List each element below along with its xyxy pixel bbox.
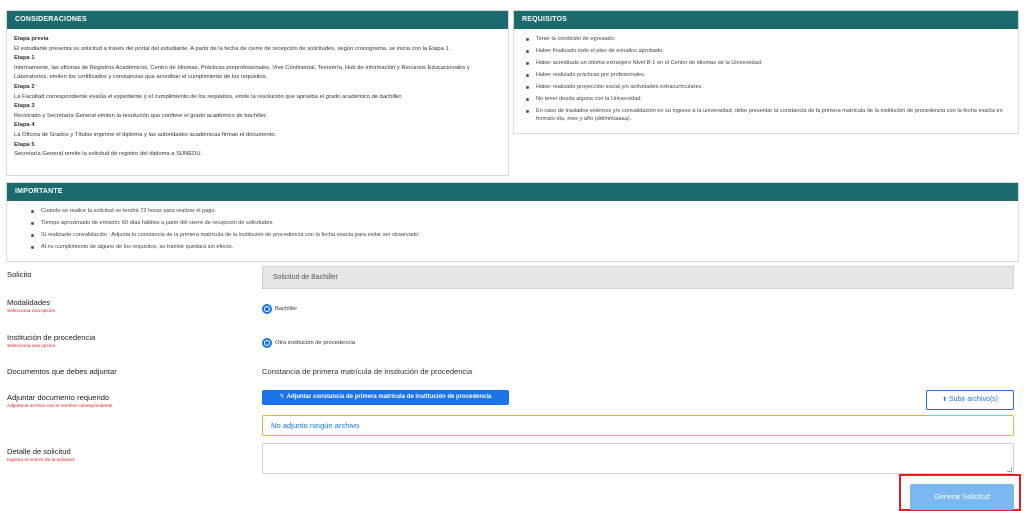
generate-request-button[interactable]: Generar Solicitud	[910, 484, 1014, 510]
requisitos-panel	[513, 10, 1019, 134]
importante-title: IMPORTANTE	[7, 183, 1018, 201]
stage-name: Etapa previa	[14, 36, 49, 42]
upload-files-button[interactable]	[926, 390, 1014, 410]
institucion-label: Institución de procedencia	[7, 333, 96, 342]
list-item: Haber realizado proyección social y/o actividades extracurriculares.	[536, 83, 1010, 91]
consideraciones-body	[7, 29, 508, 166]
list-item: Si realizaste convalidación : Adjunta tu constancia de la primera matrícula de la institución de procedencia con la fecha exacta para evitar ser observado.	[41, 231, 1010, 239]
list-item: No tener deuda alguna con la Universidad.	[536, 95, 1010, 103]
upload-icon: ⬆	[942, 397, 948, 403]
institucion-otra-label[interactable]: Otra institución de procedencia	[275, 340, 355, 346]
documentos-label: Documentos que debes adjuntar	[7, 367, 117, 376]
detalle-textarea[interactable]	[262, 443, 1014, 474]
stage-name: Etapa 4	[14, 122, 35, 129]
documentos-value: Constancia de primera matrícula de institución de procedencia	[262, 367, 473, 376]
list-item: Haber finalizado todo el plan de estudios aprobado.	[536, 47, 1010, 55]
solicito-field: Solicitud de Bachiller	[262, 266, 1014, 289]
list-item: Tener la condición de egresado.	[536, 35, 1010, 43]
adjuntar-label: Adjuntar documento requerido	[7, 393, 110, 402]
adjuntar-hint: Adjunta el archivo con el nombre correspondiente	[7, 404, 113, 409]
attach-constancia-button[interactable]	[262, 390, 509, 405]
detalle-label: Detalle de solicitud	[7, 447, 71, 456]
institucion-hint: Selecciona una opción	[7, 344, 56, 349]
list-item: En caso de traslados externos y/o convalidación en su ingreso a la universidad, debe presentar la constancia de la primera matrícula de la institución de procedencia con la fecha exacta en formato día, mes y año (dd/mm/aaaa).	[536, 107, 1010, 124]
detalle-hint: Ingresa el motivo de la solicitud	[7, 458, 74, 463]
stage-name: Etapa 3	[14, 103, 35, 110]
importante-panel	[6, 182, 1019, 262]
resize-handle-icon[interactable]	[1007, 467, 1012, 472]
stage-name: Etapa 2	[14, 83, 35, 90]
stage-name: Etapa 1	[14, 55, 35, 62]
modalidades-hint: Selecciona una opción	[7, 309, 56, 314]
consideraciones-panel	[6, 10, 509, 176]
paperclip-icon: ✎	[279, 394, 285, 400]
stage-name: Etapa 5	[14, 141, 35, 148]
list-item: Cuando se realice la solicitud se tendrá 72 horas para realizar el pago.	[41, 207, 1010, 215]
list-item: Al no cumplimiento de alguno de los requisitos, su trámite quedará sin efecto.	[41, 243, 1010, 251]
modalidad-bachiller-label[interactable]: Bachiller	[275, 306, 298, 312]
modalidades-label: Modalidades	[7, 298, 51, 307]
list-item: Tiempo aproximado de emisión: 60 días hábiles a partir del cierre de recepción de solicitudes.	[41, 219, 1010, 227]
stage-text: Secretaría General remite la solicitud de registro del diploma a SUNEDU.	[14, 151, 203, 158]
consideraciones-title: CONSIDERACIONES	[7, 11, 508, 29]
upload-files-label: Subir archivo(s)	[948, 396, 998, 403]
stage-text: La Oficina de Grados y Títulos imprime el diploma y las autoridades académicas firman el documento.	[14, 131, 277, 138]
modalidad-bachiller-radio[interactable]	[262, 304, 272, 314]
requisitos-list	[514, 29, 1018, 124]
importante-list	[7, 201, 1018, 251]
stage-text: El estudiante presenta su solicitud a través del portal del estudiante. A partir de la fecha de cierre de recepción de solicitudes, según cronograma, se inicia con la Etapa 1.	[14, 45, 451, 52]
stage-text: La Facultad correspondiente evalúa el expediente y el cumplimiento de los requisitos, emite la resolución que aprueba el grado académico de bachiller.	[14, 93, 403, 100]
list-item: Haber realizado prácticas pre profesionales.	[536, 71, 1010, 79]
solicito-label: Solicito	[7, 270, 32, 279]
attach-constancia-label: Adjuntar constancia de primera matrícula de institución de procedencia	[286, 394, 492, 400]
list-item: Haber acreditado un idioma extranjero Nivel B-1 en el Centro de idiomas de la Universidad.	[536, 59, 1010, 67]
requisitos-title: REQUISITOS	[514, 11, 1018, 29]
institucion-otra-radio[interactable]	[262, 338, 272, 348]
stage-text: Rectorado y Secretaría General emiten la resolución que confiere el grado académico de bachiller.	[14, 112, 268, 119]
no-file-notice: No adjunto ningún archivo	[262, 415, 1014, 436]
stage-text: Internamente, las oficinas de Registros Académicos, Centro de Idiomas, Prácticas preprofesionales, Vive Continental, Tesorería, Hub de información y Recursos Educacionales y Laboratorios, emiten los certificados y constancias que acreditan el cumplimiento de los requisitos.	[14, 64, 470, 81]
